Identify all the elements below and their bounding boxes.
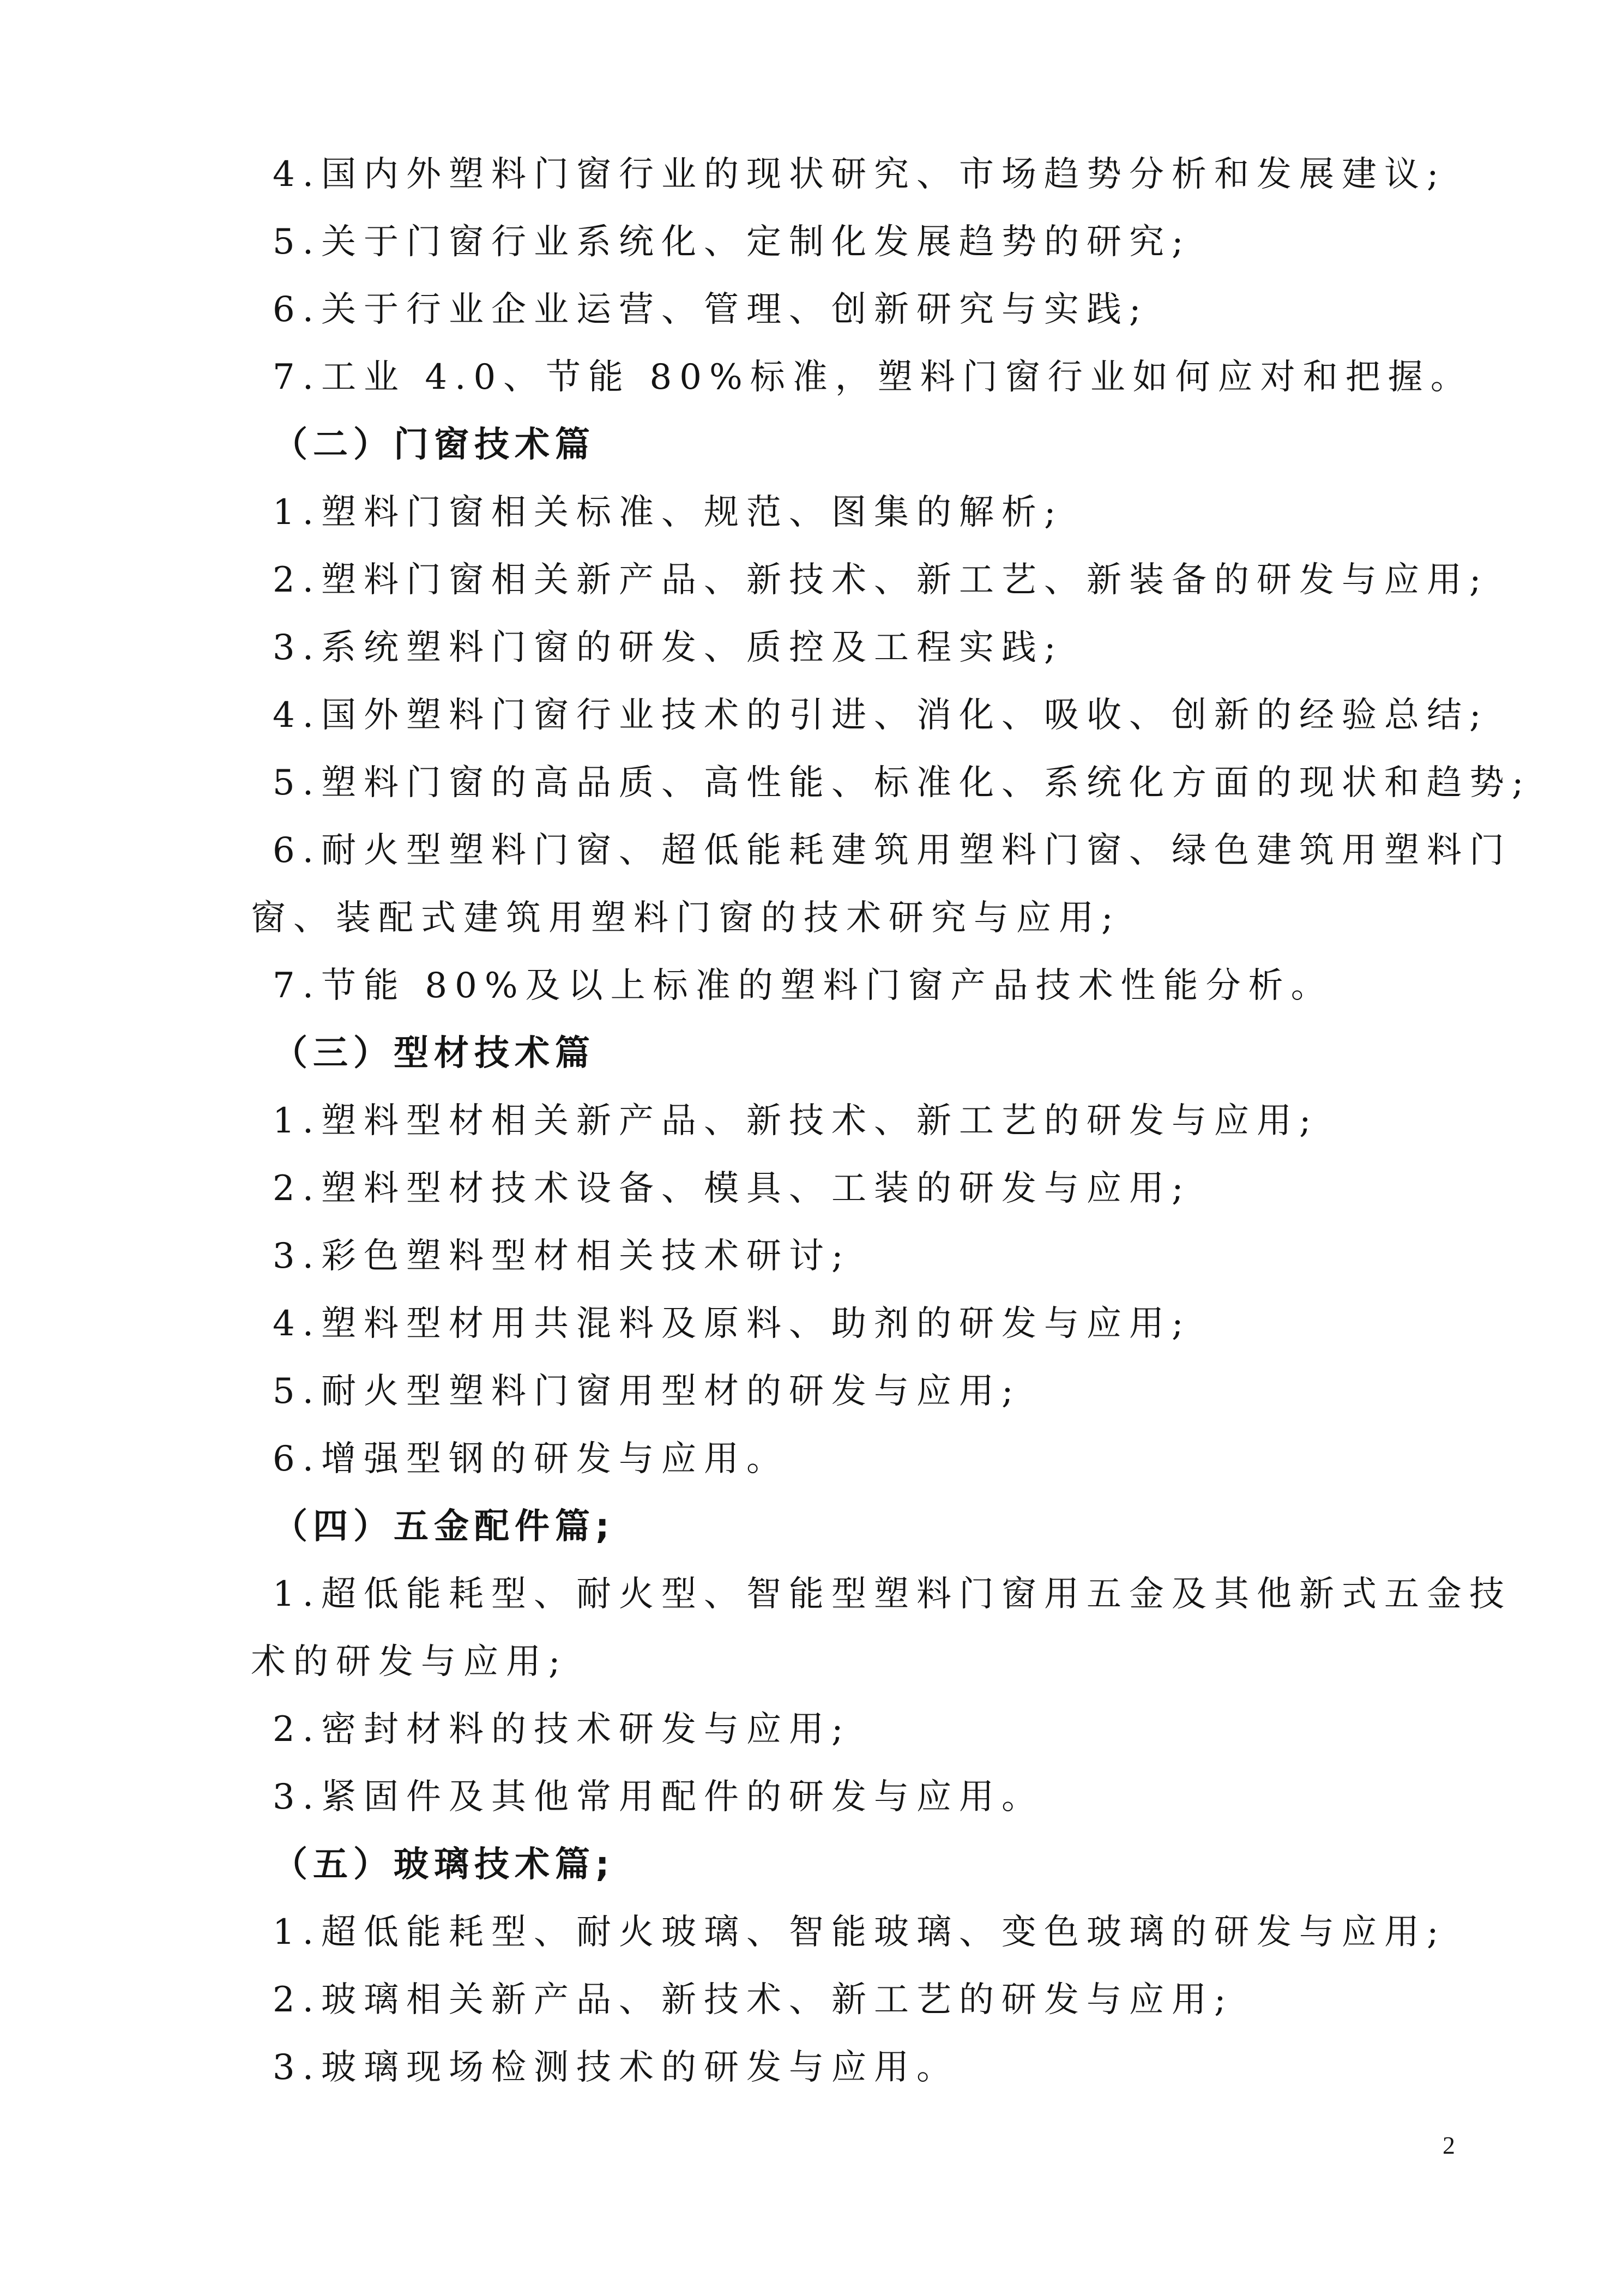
list-item: 3.彩色塑料型材相关技术研讨;	[273, 1236, 851, 1276]
list-item: 3.玻璃现场检测技术的研发与应用。	[273, 2047, 960, 2088]
list-item: 5.耐火型塑料门窗用型材的研发与应用;	[273, 1371, 1021, 1412]
list-item: 2.塑料型材技术设备、模具、工装的研发与应用;	[273, 1168, 1191, 1209]
list-item: 1.塑料型材相关新产品、新技术、新工艺的研发与应用;	[273, 1101, 1319, 1141]
section-heading: （四）五金配件篇;	[273, 1506, 615, 1547]
list-item: 5.塑料门窗的高品质、高性能、标准化、系统化方面的现状和趋势;	[273, 763, 1531, 803]
list-item: 6.关于行业企业运营、管理、创新研究与实践;	[273, 290, 1149, 330]
list-item-continuation: 术的研发与应用;	[251, 1642, 568, 1682]
list-item: 5.关于门窗行业系统化、定制化发展趋势的研究;	[273, 222, 1191, 262]
list-item: 3.系统塑料门窗的研发、质控及工程实践;	[273, 628, 1064, 668]
list-item: 4.国内外塑料门窗行业的现状研究、市场趋势分析和发展建议;	[273, 154, 1446, 195]
list-item: 2.玻璃相关新产品、新技术、新工艺的研发与应用;	[273, 1980, 1234, 2020]
list-item: 7.节能 80%及以上标准的塑料门窗产品技术性能分析。	[273, 966, 1334, 1006]
list-item: 1.塑料门窗相关标准、规范、图集的解析;	[273, 492, 1064, 533]
list-item: 1.超低能耗型、耐火玻璃、智能玻璃、变色玻璃的研发与应用;	[273, 1912, 1446, 1952]
page-number: 2	[1443, 2131, 1455, 2159]
list-item: 3.紧固件及其他常用配件的研发与应用。	[273, 1777, 1045, 1817]
section-heading: （二）门窗技术篇	[273, 425, 595, 465]
list-item: 6.耐火型塑料门窗、超低能耗建筑用塑料门窗、绿色建筑用塑料门	[273, 830, 1512, 871]
list-item-continuation: 窗、装配式建筑用塑料门窗的技术研究与应用;	[251, 898, 1121, 938]
list-item: 4.国外塑料门窗行业技术的引进、消化、吸收、创新的经验总结;	[273, 695, 1489, 736]
section-heading: （三）型材技术篇	[273, 1033, 595, 1074]
section-heading: （五）玻璃技术篇;	[273, 1845, 615, 1885]
list-item: 2.密封材料的技术研发与应用;	[273, 1709, 851, 1750]
list-item: 6.增强型钢的研发与应用。	[273, 1439, 789, 1479]
list-item: 7.工业 4.0、节能 80%标准，塑料门窗行业如何应对和把握。	[273, 357, 1473, 397]
list-item: 1.超低能耗型、耐火型、智能型塑料门窗用五金及其他新式五金技	[273, 1574, 1512, 1614]
list-item: 2.塑料门窗相关新产品、新技术、新工艺、新装备的研发与应用;	[273, 560, 1489, 600]
document-body	[251, 141, 1531, 2101]
list-item: 4.塑料型材用共混料及原料、助剂的研发与应用;	[273, 1304, 1191, 1344]
